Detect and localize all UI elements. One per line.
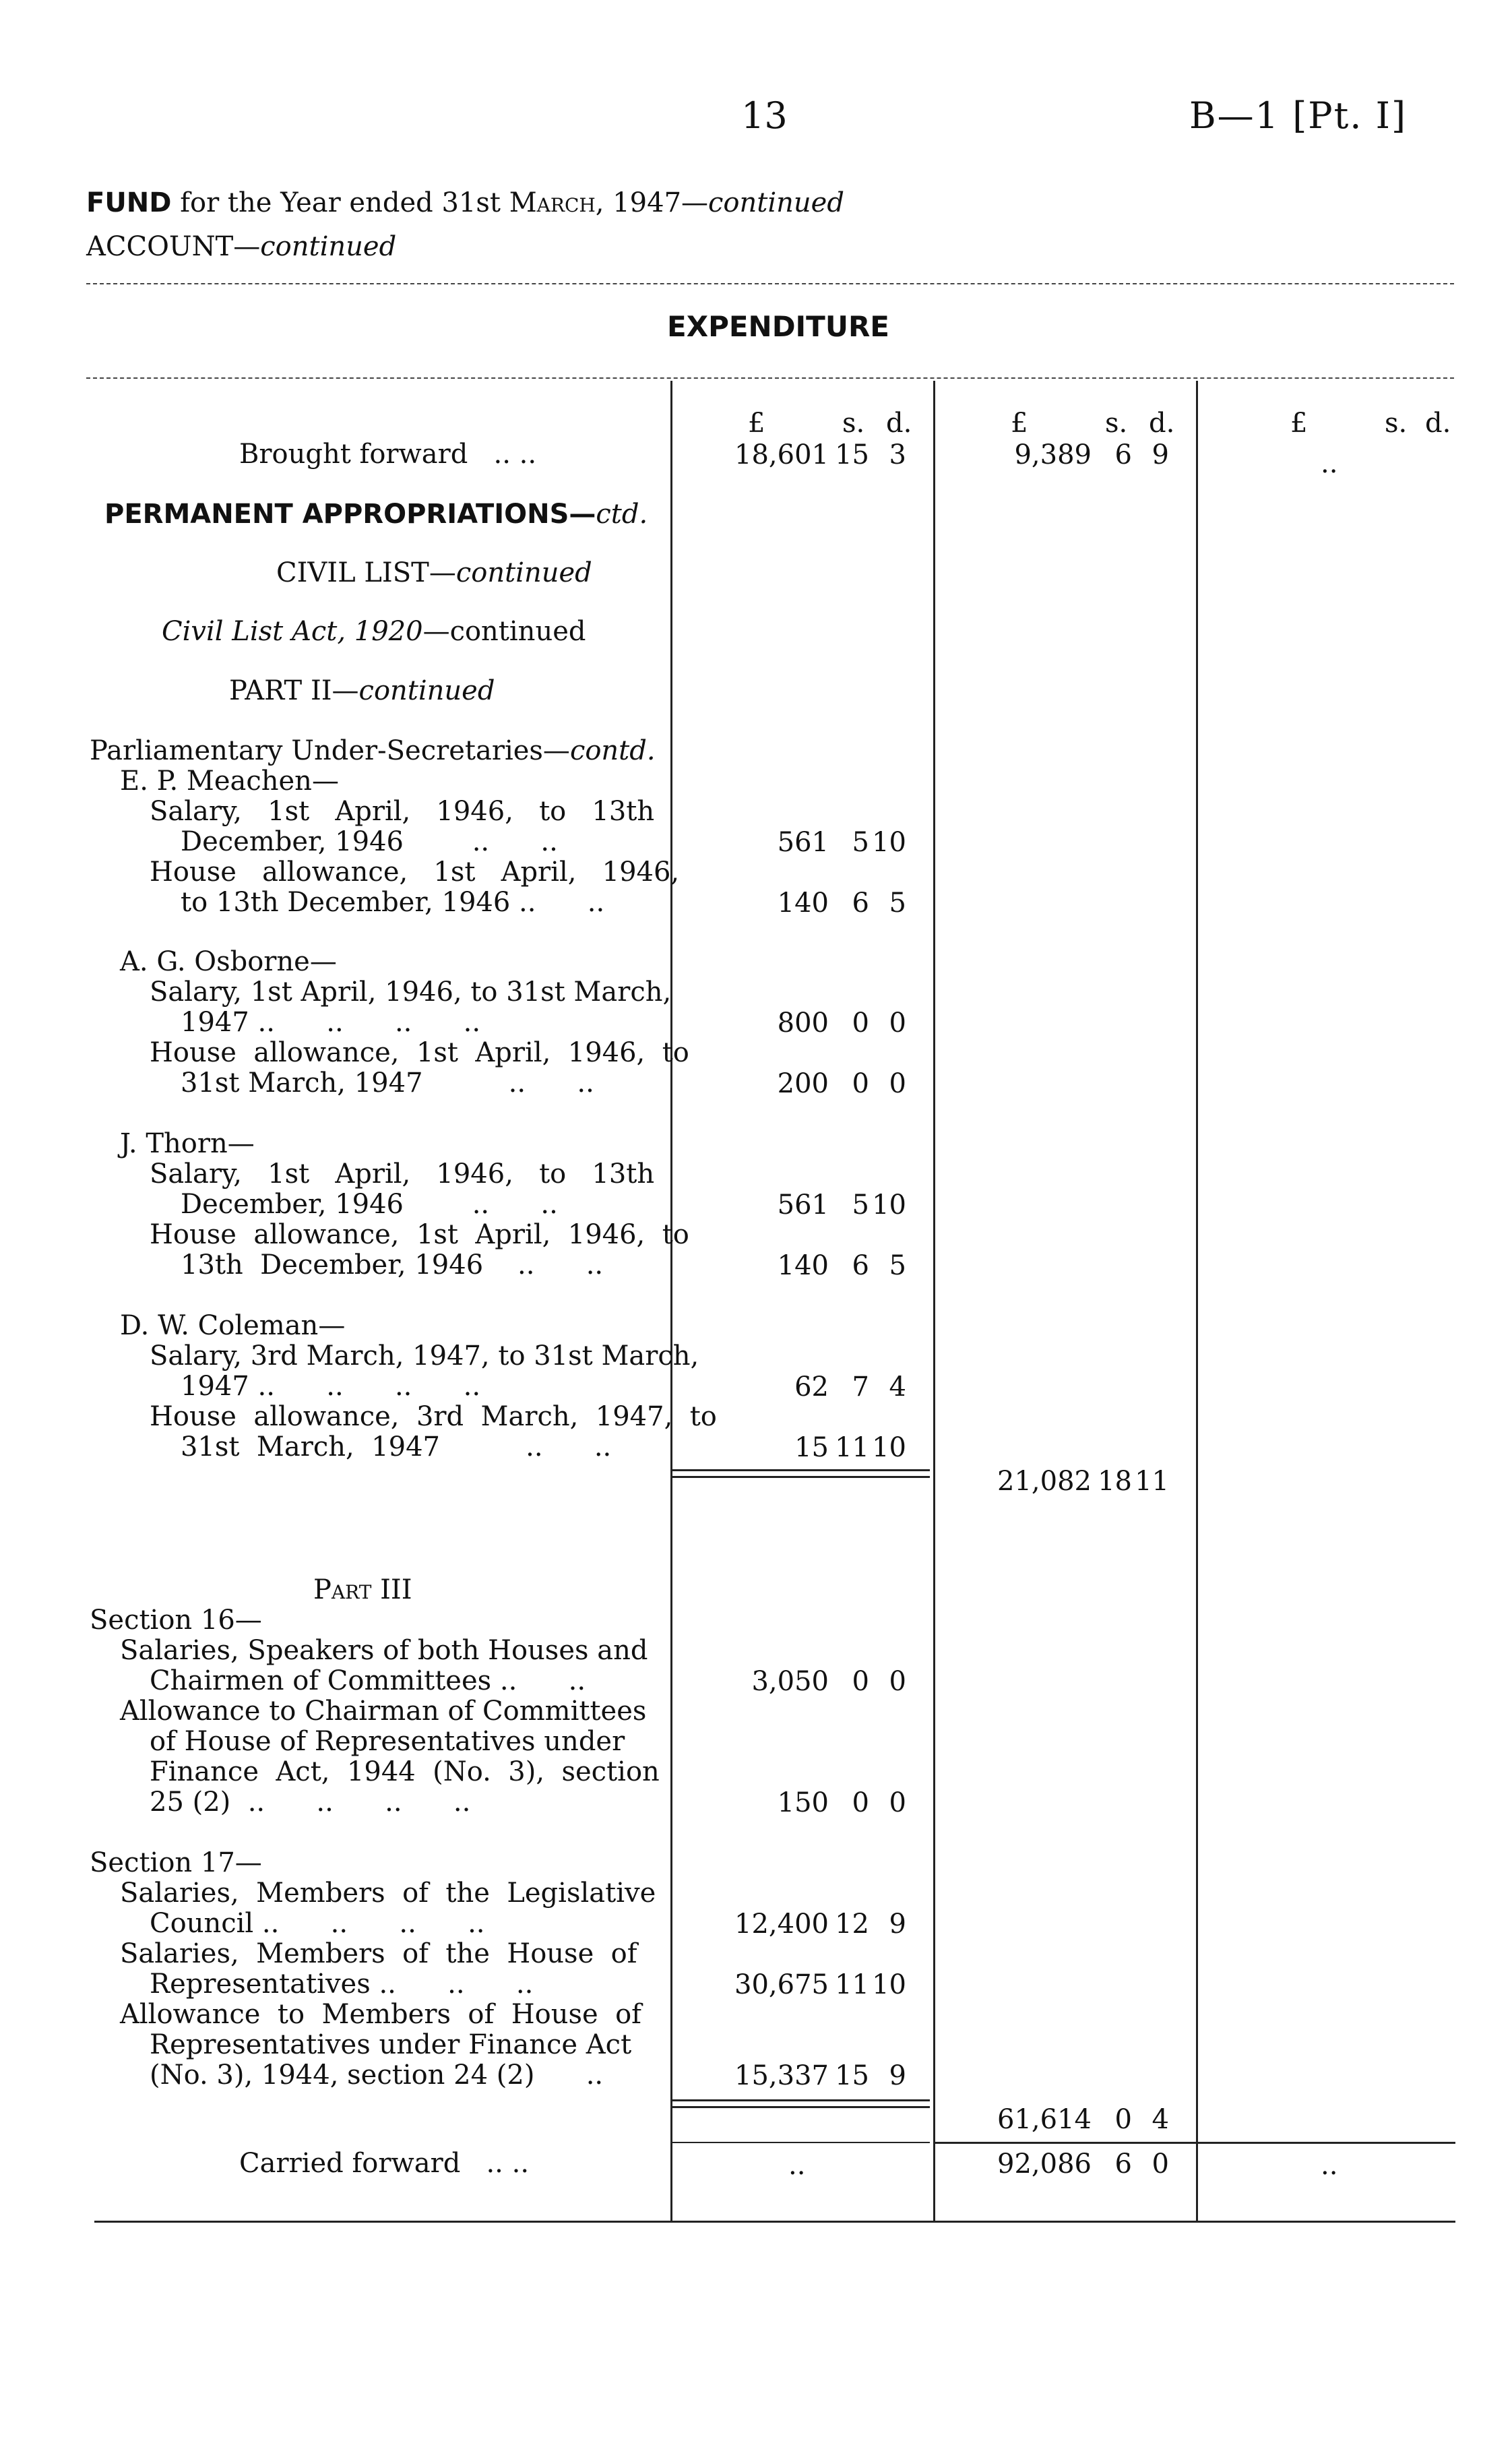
cf-col1-dots: .. <box>788 2150 806 2181</box>
person-item-pence: 10 <box>872 827 906 858</box>
account-title-line <box>86 231 396 262</box>
person-item-pounds: 561 <box>777 1190 829 1221</box>
person-item-pounds: 561 <box>777 827 829 858</box>
subtotal2-rule-2 <box>672 2106 930 2108</box>
person-item-pounds: 140 <box>777 1250 829 1281</box>
brought-forward-text: Brought forward <box>239 439 468 470</box>
person-item-line: House allowance, 1st April, 1946, to <box>150 1037 689 1068</box>
bf-col1-shillings: 15 <box>835 439 869 470</box>
person-item-line: 13th December, 1946 .. .. <box>181 1250 604 1281</box>
section-item-line: (No. 3), 1944, section 24 (2) .. <box>150 2060 604 2091</box>
bf-col1-pounds: 18,601 <box>734 439 829 470</box>
cf-col3-dots: .. <box>1321 2150 1338 2181</box>
col3-pound-sign: £ <box>1290 408 1308 439</box>
under-sec-text: Parliamentary Under-Secretaries— <box>90 735 570 766</box>
fund-year: , 1947— <box>595 187 709 218</box>
person-name: D. W. Coleman— <box>120 1310 346 1341</box>
person-name: A. G. Osborne— <box>120 946 337 977</box>
person-item-pence: 5 <box>889 1250 906 1281</box>
person-item-line: 1947 .. .. .. .. <box>181 1371 481 1402</box>
section-item-shillings: 15 <box>835 2060 869 2091</box>
section-item-line: Council .. .. .. .. <box>150 1908 485 1939</box>
section-item-shillings: 12 <box>835 1909 869 1940</box>
person-item-line: 1947 .. .. .. .. <box>181 1007 481 1038</box>
part2-continued: continued <box>358 675 495 706</box>
column-rule-3 <box>1196 381 1198 2221</box>
fund-month: March <box>509 187 596 218</box>
section-item-line: Allowance to Chairman of Committees <box>120 1696 647 1727</box>
section-item-pence: 0 <box>889 1666 906 1697</box>
person-name: E. P. Meachen— <box>120 766 339 797</box>
perm-ctd: ctd. <box>596 499 648 530</box>
part2-text: PART II— <box>229 675 359 706</box>
header-rule-top <box>86 283 1454 284</box>
person-item-pence: 4 <box>889 1371 906 1402</box>
person-item-line: House allowance, 3rd March, 1947, to <box>150 1401 717 1432</box>
person-item-pounds: 62 <box>794 1371 829 1402</box>
fund-label: FUND <box>86 187 172 218</box>
col2-d-header: d. <box>1149 408 1175 439</box>
subtotal2-rule <box>672 2099 930 2101</box>
section-item-line: Representatives under Finance Act <box>150 2029 632 2060</box>
section-item-pounds: 12,400 <box>734 1909 829 1940</box>
section-item-pence: 10 <box>872 1969 906 2000</box>
col2-pound-sign: £ <box>1011 408 1028 439</box>
person-name: J. Thorn— <box>120 1128 255 1159</box>
col2-s-header: s. <box>1105 408 1128 439</box>
person-item-shillings: 11 <box>835 1432 869 1463</box>
header-rule-bottom <box>86 377 1454 379</box>
person-item-pounds: 200 <box>777 1068 829 1099</box>
civil-text: CIVIL LIST— <box>276 557 456 588</box>
col3-d-header: d. <box>1425 408 1451 439</box>
carried-forward-label <box>239 2149 529 2179</box>
part-two-heading <box>229 676 495 706</box>
col1-d-header: d. <box>886 408 912 439</box>
person-item-line: Salary, 3rd March, 1947, to 31st March, <box>150 1340 699 1371</box>
section-item-line: Representatives .. .. .. <box>150 1969 534 2000</box>
civil-continued: continued <box>455 557 592 588</box>
account-continued: continued <box>260 231 397 262</box>
person-item-line: Salary, 1st April, 1946, to 13th <box>150 796 655 827</box>
cf-col2-pounds: 92,086 <box>997 2149 1092 2180</box>
person-item-line: December, 1946 .. .. <box>181 826 558 857</box>
person-item-pence: 10 <box>872 1432 906 1463</box>
person-item-shillings: 6 <box>852 1250 869 1281</box>
person-item-pounds: 15 <box>794 1432 829 1463</box>
section-item-pence: 0 <box>889 1787 906 1818</box>
col1-s-header: s. <box>842 408 865 439</box>
col1-pound-sign: £ <box>748 408 765 439</box>
person-item-pounds: 800 <box>777 1008 829 1039</box>
bf-col3-dots: .. <box>1321 448 1338 479</box>
person-item-line: 31st March, 1947 .. .. <box>181 1431 612 1462</box>
under-sec-contd: contd. <box>569 735 656 766</box>
section-item-line: 25 (2) .. .. .. .. <box>150 1787 471 1818</box>
section-item-pounds: 3,050 <box>751 1666 829 1697</box>
person-item-shillings: 0 <box>852 1008 869 1039</box>
subtotal1-rule-2 <box>672 1476 930 1478</box>
carried-forward-rule-left <box>672 2142 930 2143</box>
person-item-shillings: 0 <box>852 1068 869 1099</box>
subtotal1-pounds: 21,082 <box>997 1466 1092 1497</box>
civil-list-act-heading <box>162 617 586 647</box>
person-item-pence: 5 <box>889 888 906 919</box>
person-item-pence: 0 <box>889 1008 906 1039</box>
person-item-line: 31st March, 1947 .. .. <box>181 1068 594 1099</box>
person-item-pence: 10 <box>872 1190 906 1221</box>
subtotal1-rule <box>672 1469 930 1471</box>
act-text: Civil List Act, 1920 <box>162 616 423 647</box>
page-bottom-rule <box>94 2221 1455 2223</box>
section-item-pounds: 30,675 <box>734 1969 829 2000</box>
section-item-shillings: 0 <box>852 1666 869 1697</box>
person-item-shillings: 5 <box>852 1190 869 1221</box>
section-item-line: Finance Act, 1944 (No. 3), section <box>150 1756 660 1787</box>
subtotal2-shillings: 0 <box>1114 2104 1132 2135</box>
subtotal2-pence: 4 <box>1152 2104 1169 2135</box>
person-item-line: to 13th December, 1946 .. .. <box>181 887 605 918</box>
account-label: ACCOUNT— <box>86 231 261 262</box>
section-item-line: Salaries, Members of the Legislative <box>120 1878 656 1909</box>
section-item-line: Salaries, Speakers of both Houses and <box>120 1635 648 1666</box>
page-number: 13 <box>741 94 788 137</box>
carried-forward-rule-top <box>933 2142 1455 2144</box>
subtotal1-shillings: 18 <box>1098 1466 1132 1497</box>
column-rule-2 <box>933 381 935 2221</box>
section-name: Section 16— <box>90 1605 262 1636</box>
column-rule-1 <box>670 381 672 2221</box>
section-item-line: Salaries, Members of the House of <box>120 1938 637 1969</box>
bf-col2-pence: 9 <box>1152 439 1169 470</box>
civil-list-heading <box>276 558 592 588</box>
person-item-line: Salary, 1st April, 1946, to 31st March, <box>150 977 672 1008</box>
page-reference: B—1 [Pt. I] <box>1189 94 1408 137</box>
bf-col1-pence: 3 <box>889 439 906 470</box>
carried-forward-dots: .. .. <box>486 2148 530 2179</box>
col3-s-header: s. <box>1385 408 1408 439</box>
person-item-pounds: 140 <box>777 888 829 919</box>
cf-col2-shillings: 6 <box>1114 2149 1132 2180</box>
fund-text: for the Year ended 31st <box>171 187 509 218</box>
brought-forward-dots: .. .. <box>493 439 537 470</box>
act-continued: —continued <box>422 616 586 647</box>
person-item-line: House allowance, 1st April, 1946, to <box>150 1219 689 1250</box>
person-item-shillings: 6 <box>852 888 869 919</box>
perm-text: PERMANENT APPROPRIATIONS— <box>104 499 596 530</box>
part-three-heading: Part III <box>313 1574 412 1605</box>
brought-forward-label <box>239 439 536 470</box>
person-item-line: Salary, 1st April, 1946, to 13th <box>150 1159 655 1190</box>
expenditure-title: EXPENDITURE <box>667 310 889 343</box>
section-item-pounds: 150 <box>777 1787 829 1818</box>
person-item-shillings: 7 <box>852 1371 869 1402</box>
section-item-line: of House of Representatives under <box>150 1726 625 1757</box>
subtotal2-pounds: 61,614 <box>997 2104 1092 2135</box>
person-item-pence: 0 <box>889 1068 906 1099</box>
section-item-pence: 9 <box>889 2060 906 2091</box>
cf-col2-pence: 0 <box>1152 2149 1169 2180</box>
section-item-pence: 9 <box>889 1909 906 1940</box>
subtotal1-pence: 11 <box>1135 1466 1169 1497</box>
permanent-appropriations-heading <box>104 499 648 530</box>
section-name: Section 17— <box>90 1847 262 1878</box>
section-item-line: Allowance to Members of House of <box>120 1999 641 2030</box>
bf-col2-pounds: 9,389 <box>1014 439 1092 470</box>
section-item-line: Chairmen of Committees .. .. <box>150 1665 586 1696</box>
fund-title-line <box>86 187 844 218</box>
section-item-shillings: 0 <box>852 1787 869 1818</box>
section-item-pounds: 15,337 <box>734 2060 829 2091</box>
fund-continued: continued <box>708 187 844 218</box>
carried-forward-text: Carried forward <box>239 2148 461 2179</box>
under-secretaries-heading <box>90 736 656 766</box>
person-item-line: December, 1946 .. .. <box>181 1189 558 1220</box>
person-item-shillings: 5 <box>852 827 869 858</box>
person-item-line: House allowance, 1st April, 1946, <box>150 857 680 888</box>
bf-col2-shillings: 6 <box>1114 439 1132 470</box>
section-item-shillings: 11 <box>835 1969 869 2000</box>
